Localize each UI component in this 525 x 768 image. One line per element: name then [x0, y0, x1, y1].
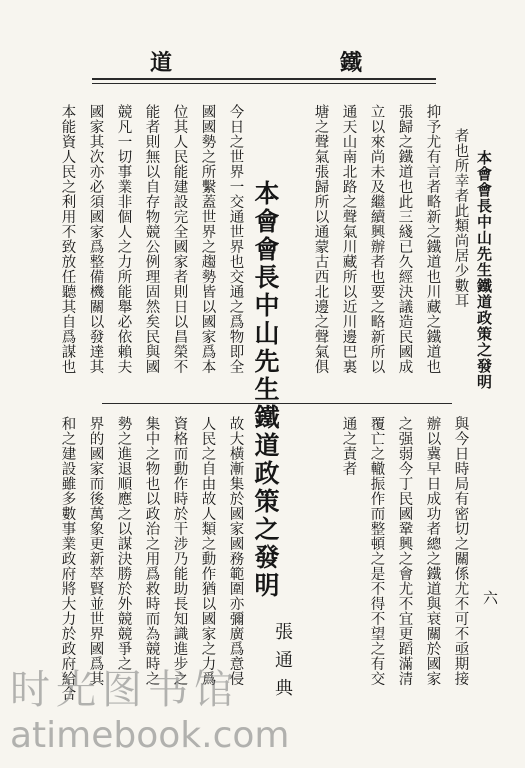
prev-col-8: 之强弱今丁民國鞏興之會尤不宜更蹈滿清: [396, 416, 413, 686]
section-title: 本會會長中山先生鐵道政策之發明: [251, 180, 280, 600]
prev-col-4: 通天山南北路之聲氣川藏所以近川邊巴裏: [340, 104, 357, 374]
main-upper-col-6: 本能資人民之利用不致放任聽其自爲謀也: [59, 104, 76, 374]
prev-col-7: 辦以冀早日成功者總之鐵道與衰關於國家: [424, 416, 441, 686]
prev-col-3: 立以來尚未及繼續興辦者也要之略新所以: [368, 104, 385, 374]
prev-col-2: 張歸之鐵道也此三綫已久經決議造民國成: [396, 104, 413, 374]
main-upper-col-2: 位其人民能建設完全國家者則日以昌榮不: [171, 104, 188, 374]
main-lower-col-6: 和之建設雖多數事業政府將大力於政府給合: [59, 416, 76, 701]
main-upper-col-1: 國國勢之所繫蓋世界之趨勢皆以國家爲本: [199, 104, 216, 374]
running-head: 本會會長中山先生鐵道政策之發明: [475, 150, 493, 390]
main-lower-col-4: 勢之進退順應之以謀決勝於外競競爭之: [115, 416, 132, 671]
main-upper-col-3: 能者則無以自存物競公例理固然矣民與國: [143, 104, 160, 374]
main-lower-col-1: 人民之自由故人類之動作猶以國家之力爲: [199, 416, 216, 686]
main-lower-col-2: 資格而動作時於干涉乃能助長知識進步之: [171, 416, 188, 686]
prev-col-1: 抑予尤有言者略新之鐵道也川藏之鐵道也: [424, 104, 441, 374]
main-upper-col-4: 競凡一切事業非個人之力所能舉必依賴夫: [115, 104, 132, 374]
author-name: 張通典: [272, 622, 293, 706]
prev-col-0: 者也所幸者此類尚居少數耳: [452, 128, 469, 308]
page-number: 六: [481, 590, 499, 605]
prev-col-9: 覆亡之轍振作而整頓之是不得不望之有交: [368, 416, 385, 686]
header-char-left: 道: [150, 50, 175, 76]
header-char-right: 鐵: [340, 50, 365, 76]
header-rule-thin: [92, 83, 436, 84]
main-lower-col-5: 界的國家而後萬象更新萃賢並世界國爲其: [87, 416, 104, 686]
watermark-chinese: 时光图书馆: [10, 667, 240, 713]
prev-col-6: 與今日時局有密切之關係尤不可不亟期接: [452, 416, 469, 686]
main-lower-col-3: 集中之物也以政治之用爲救時而為競時之: [143, 416, 160, 686]
prev-col-5: 塘之聲氣張歸所以通蒙古西北邊之聲氣俱: [312, 104, 329, 374]
prev-col-10: 通之責者: [340, 416, 357, 476]
main-upper-col-5: 國家其次亦必須國家爲整備機關以發達其: [87, 104, 104, 374]
main-lower-col-0: 故大橫漸集於國家國務範圍亦彌廣爲意侵: [227, 416, 244, 686]
header-rule: [92, 78, 436, 80]
main-upper-col-0: 今日之世界一交通世界也交通之爲物即全: [227, 104, 244, 374]
watermark-url: atimebook.com: [10, 715, 290, 756]
